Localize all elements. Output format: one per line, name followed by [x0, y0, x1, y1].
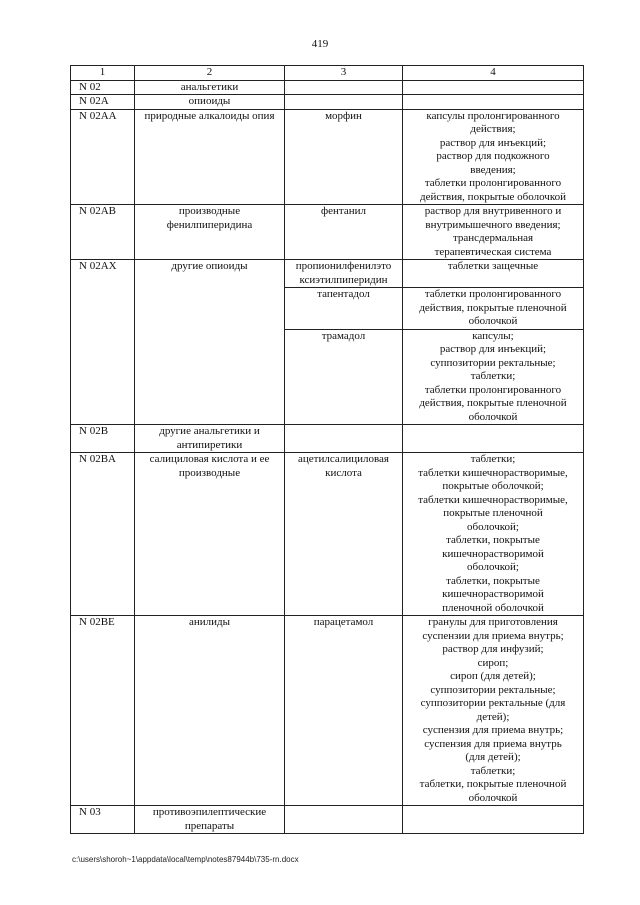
drug-name-cell-line: кислота: [325, 466, 362, 479]
table-row: [71, 260, 584, 288]
drug-name-cell: [285, 260, 403, 288]
table-row: [71, 109, 584, 205]
dosage-forms-cell: [403, 453, 584, 616]
group-name-cell: [135, 616, 285, 806]
drug-name-cell: [285, 329, 403, 425]
group-name-cell: [135, 80, 285, 95]
table-row: [71, 425, 584, 453]
dosage-forms-cell-line: действия, покрытые пленочной: [419, 301, 567, 314]
dosage-forms-cell-line: таблетки, покрытые: [446, 534, 540, 546]
dosage-forms-cell-line: капсулы;: [472, 329, 514, 342]
dosage-forms-cell-line: таблетки пролонгированного: [424, 288, 562, 300]
atc-code-cell: N 03: [71, 806, 135, 834]
footer-file-path: c:\users\shoroh~1\appdata\local\temp\notes87944b\735-rn.docx: [72, 855, 299, 864]
dosage-forms-cell-line: сироп (для детей);: [450, 670, 536, 682]
table-header-row: [71, 66, 584, 81]
drug-name-cell-line: тапентадол: [317, 288, 370, 300]
dosage-forms-cell-line: внутримышечного введения;: [425, 218, 561, 231]
drug-name-cell: [285, 205, 403, 260]
table-row: [71, 205, 584, 260]
dosage-forms-cell-line: оболочкой: [468, 410, 518, 423]
dosage-forms-cell-line: трансдермальная: [452, 232, 534, 244]
dosage-forms-cell-line: таблетки, покрытые: [446, 574, 540, 587]
group-name-cell-line: салициловая кислота и ее: [149, 453, 270, 465]
drug-name-cell: [285, 806, 403, 834]
dosage-forms-cell-line: оболочкой;: [467, 520, 519, 533]
dosage-forms-cell-line: раствор для подкожного: [436, 150, 550, 162]
drug-name-cell: [285, 288, 403, 330]
dosage-forms-cell-line: введения;: [470, 163, 516, 176]
dosage-forms-cell-line: раствор для инъекций;: [439, 343, 547, 355]
drug-name-cell: [285, 80, 403, 95]
drug-name-cell-line: трамадол: [321, 329, 366, 342]
group-name-cell: [135, 95, 285, 110]
dosage-forms-cell-line: кишечнорастворимой: [442, 547, 544, 560]
drug-name-cell-line: ацетилсалициловая: [298, 453, 389, 465]
atc-code-cell: N 02A: [71, 95, 135, 110]
dosage-forms-cell: [403, 260, 584, 288]
dosage-forms-cell-line: таблетки, покрытые пленочной: [419, 778, 567, 790]
dosage-forms-cell-line: оболочкой: [468, 791, 518, 804]
atc-code-cell: N 02AB: [71, 205, 135, 260]
dosage-forms-cell-line: раствор для инфузий;: [442, 643, 544, 655]
dosage-forms-cell-line: покрытые оболочкой;: [442, 480, 544, 492]
group-name-cell: [135, 453, 285, 616]
drug-name-cell-line: фентанил: [321, 205, 366, 217]
dosage-forms-cell-line: таблетки;: [470, 764, 516, 777]
drug-name-cell: [285, 453, 403, 616]
drug-name-cell: [285, 425, 403, 453]
drug-classification-table: [70, 65, 584, 834]
dosage-forms-cell-line: оболочкой;: [467, 561, 519, 573]
dosage-forms-cell-line: таблетки;: [470, 370, 516, 382]
dosage-forms-cell-line: раствор для инъекций;: [439, 136, 547, 149]
dosage-forms-cell-line: суппозитории ректальные;: [430, 356, 556, 369]
group-name-cell-line: другие анальгетики и: [159, 425, 260, 437]
atc-code-cell: N 02BA: [71, 453, 135, 616]
group-name-cell-line: производные: [178, 466, 241, 479]
dosage-forms-cell-line: покрытые пленочной: [443, 507, 543, 519]
dosage-forms-cell-line: суспензия для приема внутрь;: [422, 724, 564, 736]
dosage-forms-cell-line: сироп;: [477, 656, 509, 669]
group-name-cell-line: опиоиды: [188, 95, 231, 107]
group-name-cell: [135, 806, 285, 834]
atc-code-cell: N 02AX: [71, 260, 135, 425]
table-row: [71, 616, 584, 806]
dosage-forms-cell-line: детей);: [476, 710, 510, 723]
drug-name-cell-line: ксиэтилпиперидин: [299, 273, 388, 286]
group-name-cell-line: производные: [178, 205, 241, 217]
dosage-forms-cell: [403, 425, 584, 453]
group-name-cell-line: природные алкалоиды опия: [144, 109, 275, 122]
dosage-forms-cell-line: таблетки пролонгированного: [424, 383, 562, 396]
group-name-cell-line: другие опиоиды: [171, 260, 248, 272]
dosage-forms-cell-line: суппозитории ректальные (для: [420, 697, 566, 709]
drug-name-cell-line: парацетамол: [313, 616, 374, 628]
dosage-forms-cell-line: оболочкой: [468, 315, 518, 327]
drug-name-cell-line: морфин: [325, 109, 362, 122]
table-row: [71, 95, 584, 110]
dosage-forms-cell-line: суппозитории ректальные;: [430, 683, 556, 696]
group-name-cell: [135, 425, 285, 453]
group-name-cell-line: фенилпиперидина: [166, 218, 253, 231]
drug-name-cell: [285, 616, 403, 806]
atc-code-cell: N 02B: [71, 425, 135, 453]
table-row: [71, 453, 584, 616]
dosage-forms-cell: [403, 806, 584, 834]
dosage-forms-cell-line: терапевтическая система: [434, 245, 552, 258]
group-name-cell: [135, 205, 285, 260]
dosage-forms-cell-line: кишечнорастворимой: [442, 588, 544, 600]
table-row: [71, 80, 584, 95]
dosage-forms-cell: [403, 329, 584, 425]
atc-code-cell: N 02BE: [71, 616, 135, 806]
drug-name-cell: [285, 109, 403, 205]
group-name-cell-line: противоэпилептические: [152, 806, 267, 818]
dosage-forms-cell-line: суспензии для приема внутрь;: [422, 629, 564, 642]
dosage-forms-cell: [403, 95, 584, 110]
dosage-forms-cell: [403, 80, 584, 95]
table-row: [71, 806, 584, 834]
dosage-forms-cell: [403, 616, 584, 806]
dosage-forms-cell-line: таблетки пролонгированного: [424, 177, 562, 189]
dosage-forms-cell: [403, 109, 584, 205]
atc-code-cell: N 02AA: [71, 109, 135, 205]
header-cell-1: 1: [71, 66, 135, 81]
drug-name-cell-line: пропионилфенилэто: [295, 260, 392, 272]
page-number: 419: [311, 38, 329, 50]
dosage-forms-cell-line: таблетки кишечнорастворимые,: [418, 466, 568, 479]
dosage-forms-cell-line: раствор для внутривенного и: [424, 205, 562, 217]
dosage-forms-cell-line: таблетки кишечнорастворимые,: [418, 493, 568, 506]
dosage-forms-cell-line: действия;: [470, 123, 516, 135]
dosage-forms-cell-line: капсулы пролонгированного: [426, 109, 560, 122]
atc-code-cell: N 02: [71, 80, 135, 95]
dosage-forms-cell: [403, 205, 584, 260]
group-name-cell-line: антипиретики: [176, 438, 243, 451]
dosage-forms-cell-line: действия, покрытые пленочной: [419, 397, 567, 409]
group-name-cell: [135, 260, 285, 425]
drug-name-cell: [285, 95, 403, 110]
header-cell-4: 4: [403, 66, 584, 81]
group-name-cell-line: препараты: [184, 819, 235, 832]
dosage-forms-cell-line: (для детей);: [465, 751, 521, 763]
header-cell-3: 3: [285, 66, 403, 81]
group-name-cell-line: анилиды: [188, 616, 231, 628]
dosage-forms-cell: [403, 288, 584, 330]
dosage-forms-cell-line: гранулы для приготовления: [428, 616, 558, 628]
dosage-forms-cell-line: таблетки;: [470, 453, 516, 465]
dosage-forms-cell-line: суспензия для приема внутрь: [424, 737, 562, 750]
dosage-forms-cell-line: пленочной оболочкой: [442, 601, 544, 614]
dosage-forms-cell-line: действия, покрытые оболочкой: [419, 190, 566, 203]
group-name-cell-line: анальгетики: [180, 80, 239, 93]
group-name-cell: [135, 109, 285, 205]
dosage-forms-cell-line: таблетки защечные: [447, 260, 539, 272]
header-cell-2: 2: [135, 66, 285, 81]
